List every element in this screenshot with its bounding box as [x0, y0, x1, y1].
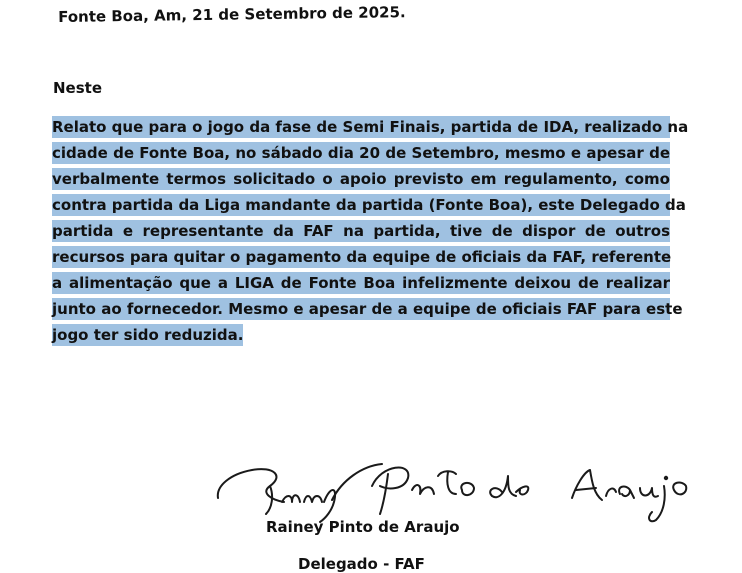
report-body: [52, 114, 689, 348]
highlighted-text: contra partida da Liga mandante da partida (Fonte Boa), este Delegado da: [52, 196, 686, 214]
highlighted-text: partida e representante da FAF na partida, tive de dispor de outros: [52, 222, 670, 240]
highlighted-text: a alimentação que a LIGA de Fonte Boa infelizmente deixou de realizar: [52, 274, 670, 292]
body-line: [52, 140, 670, 166]
salutation: Neste: [53, 79, 102, 97]
body-line: [52, 166, 670, 192]
signer-name: Rainey Pinto de Araujo: [266, 518, 460, 536]
handwritten-signature: [212, 456, 702, 526]
highlighted-text: recursos para quitar o pagamento da equipe de oficiais da FAF, referente: [52, 248, 672, 266]
signer-role: Delegado - FAF: [298, 555, 425, 573]
highlighted-text: jogo ter sido reduzida.: [52, 326, 244, 344]
highlighted-text: Relato que para o jogo da fase de Semi Finais, partida de IDA, realizado na: [52, 118, 689, 136]
place-date: Fonte Boa, Am, 21 de Setembro de 2025.: [58, 3, 406, 26]
body-line: [52, 114, 689, 140]
body-line: [52, 270, 670, 296]
body-line: [52, 218, 670, 244]
body-line: [52, 296, 683, 322]
highlighted-text: verbalmente termos solicitado o apoio previsto em regulamento, como: [52, 170, 670, 188]
body-line: [52, 192, 686, 218]
body-line: [52, 322, 670, 348]
highlighted-text: junto ao fornecedor. Mesmo e apesar de a equipe de oficiais FAF para este: [52, 300, 683, 318]
body-line: [52, 244, 670, 270]
highlighted-text: cidade de Fonte Boa, no sábado dia 20 de Setembro, mesmo e apesar de: [52, 144, 670, 162]
